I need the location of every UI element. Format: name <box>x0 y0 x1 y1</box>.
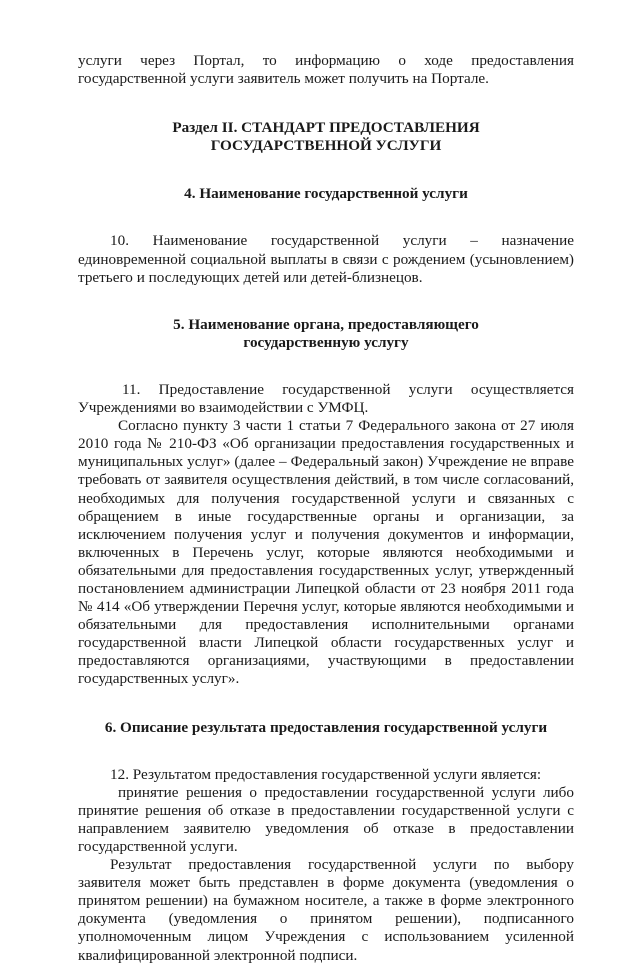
paragraph-12-result-form: Результат предоставления государственной услуги по выбору заявителя может быть представлен в форме документа (уведомления о принятом решении) на бумажном носителе, а также в форме электронного документа (уведомления о принятом решении), подписанного уполномоченным лицом Учреждения с использованием усиленной квалифицированной электронной подписи. <box>78 856 574 964</box>
paragraph-12: 12. Результатом предоставления государственной услуги является: <box>110 765 542 783</box>
subsection-heading-5 <box>78 316 574 352</box>
paragraph-11: 11. Предоставление государственной услуги осуществляется Учреждениями во взаимодействии с УМФЦ. <box>78 380 574 417</box>
section-title <box>78 119 574 155</box>
subsection-heading-4: 4. Наименование государственной услуги <box>184 185 468 203</box>
document-page <box>78 52 574 965</box>
paragraph-12-item: принятие решения о предоставлении государственной услуги либо принятие решения об отказе в предоставлении государственной услуги с направлением заявителю уведомления об отказе в предоставлении государственной услуги. <box>78 783 574 855</box>
subsection-heading-5-line1: 5. Наименование органа, предоставляющего <box>173 315 479 333</box>
paragraph-10: 10. Наименование государственной услуги – назначение единовременной социальной выплаты в связи с рождением (усыновлением) третьего и последующих детей или детей-близнецов. <box>78 232 574 286</box>
subsection-heading-5-line2: государственную услугу <box>243 333 409 351</box>
intro-paragraph: услуги через Портал, то информацию о ходе предоставления государственной услуги заявитель может получить на Портале. <box>78 52 574 88</box>
subsection-heading-6: 6. Описание результата предоставления государственной услуги <box>104 718 548 736</box>
paragraph-11-continued: Согласно пункту 3 части 1 статьи 7 Федерального закона от 27 июля 2010 года № 210-ФЗ «Об организации предоставления государственных и муниципальных услуг» (далее – Федеральный закон) Учреждение не вправе требовать от заявителя осуществления действий, в том числе согласований, необходимых для получения государственной услуги и связанных с обращением в иные государственные органы и организации, за исключением получения услуг и получения документов и информации, включенных в Перечень услуг, которые являются необходимыми и обязательными для предоставления государственных услуг, утвержденный постановлением администрации Липецкой области от 23 ноября 2011 года № 414 «Об утверждении Перечня услуг, которые являются необходимыми и обязательными для предоставления исполнительными органами государственной власти Липецкой области государственных услуг и предоставляются организациями, участвующими в предоставлении государственных услуг». <box>78 417 574 688</box>
section-title-line2: ГОСУДАРСТВЕННОЙ УСЛУГИ <box>210 137 442 155</box>
section-title-line1: Раздел II. СТАНДАРТ ПРЕДОСТАВЛЕНИЯ <box>172 119 480 137</box>
